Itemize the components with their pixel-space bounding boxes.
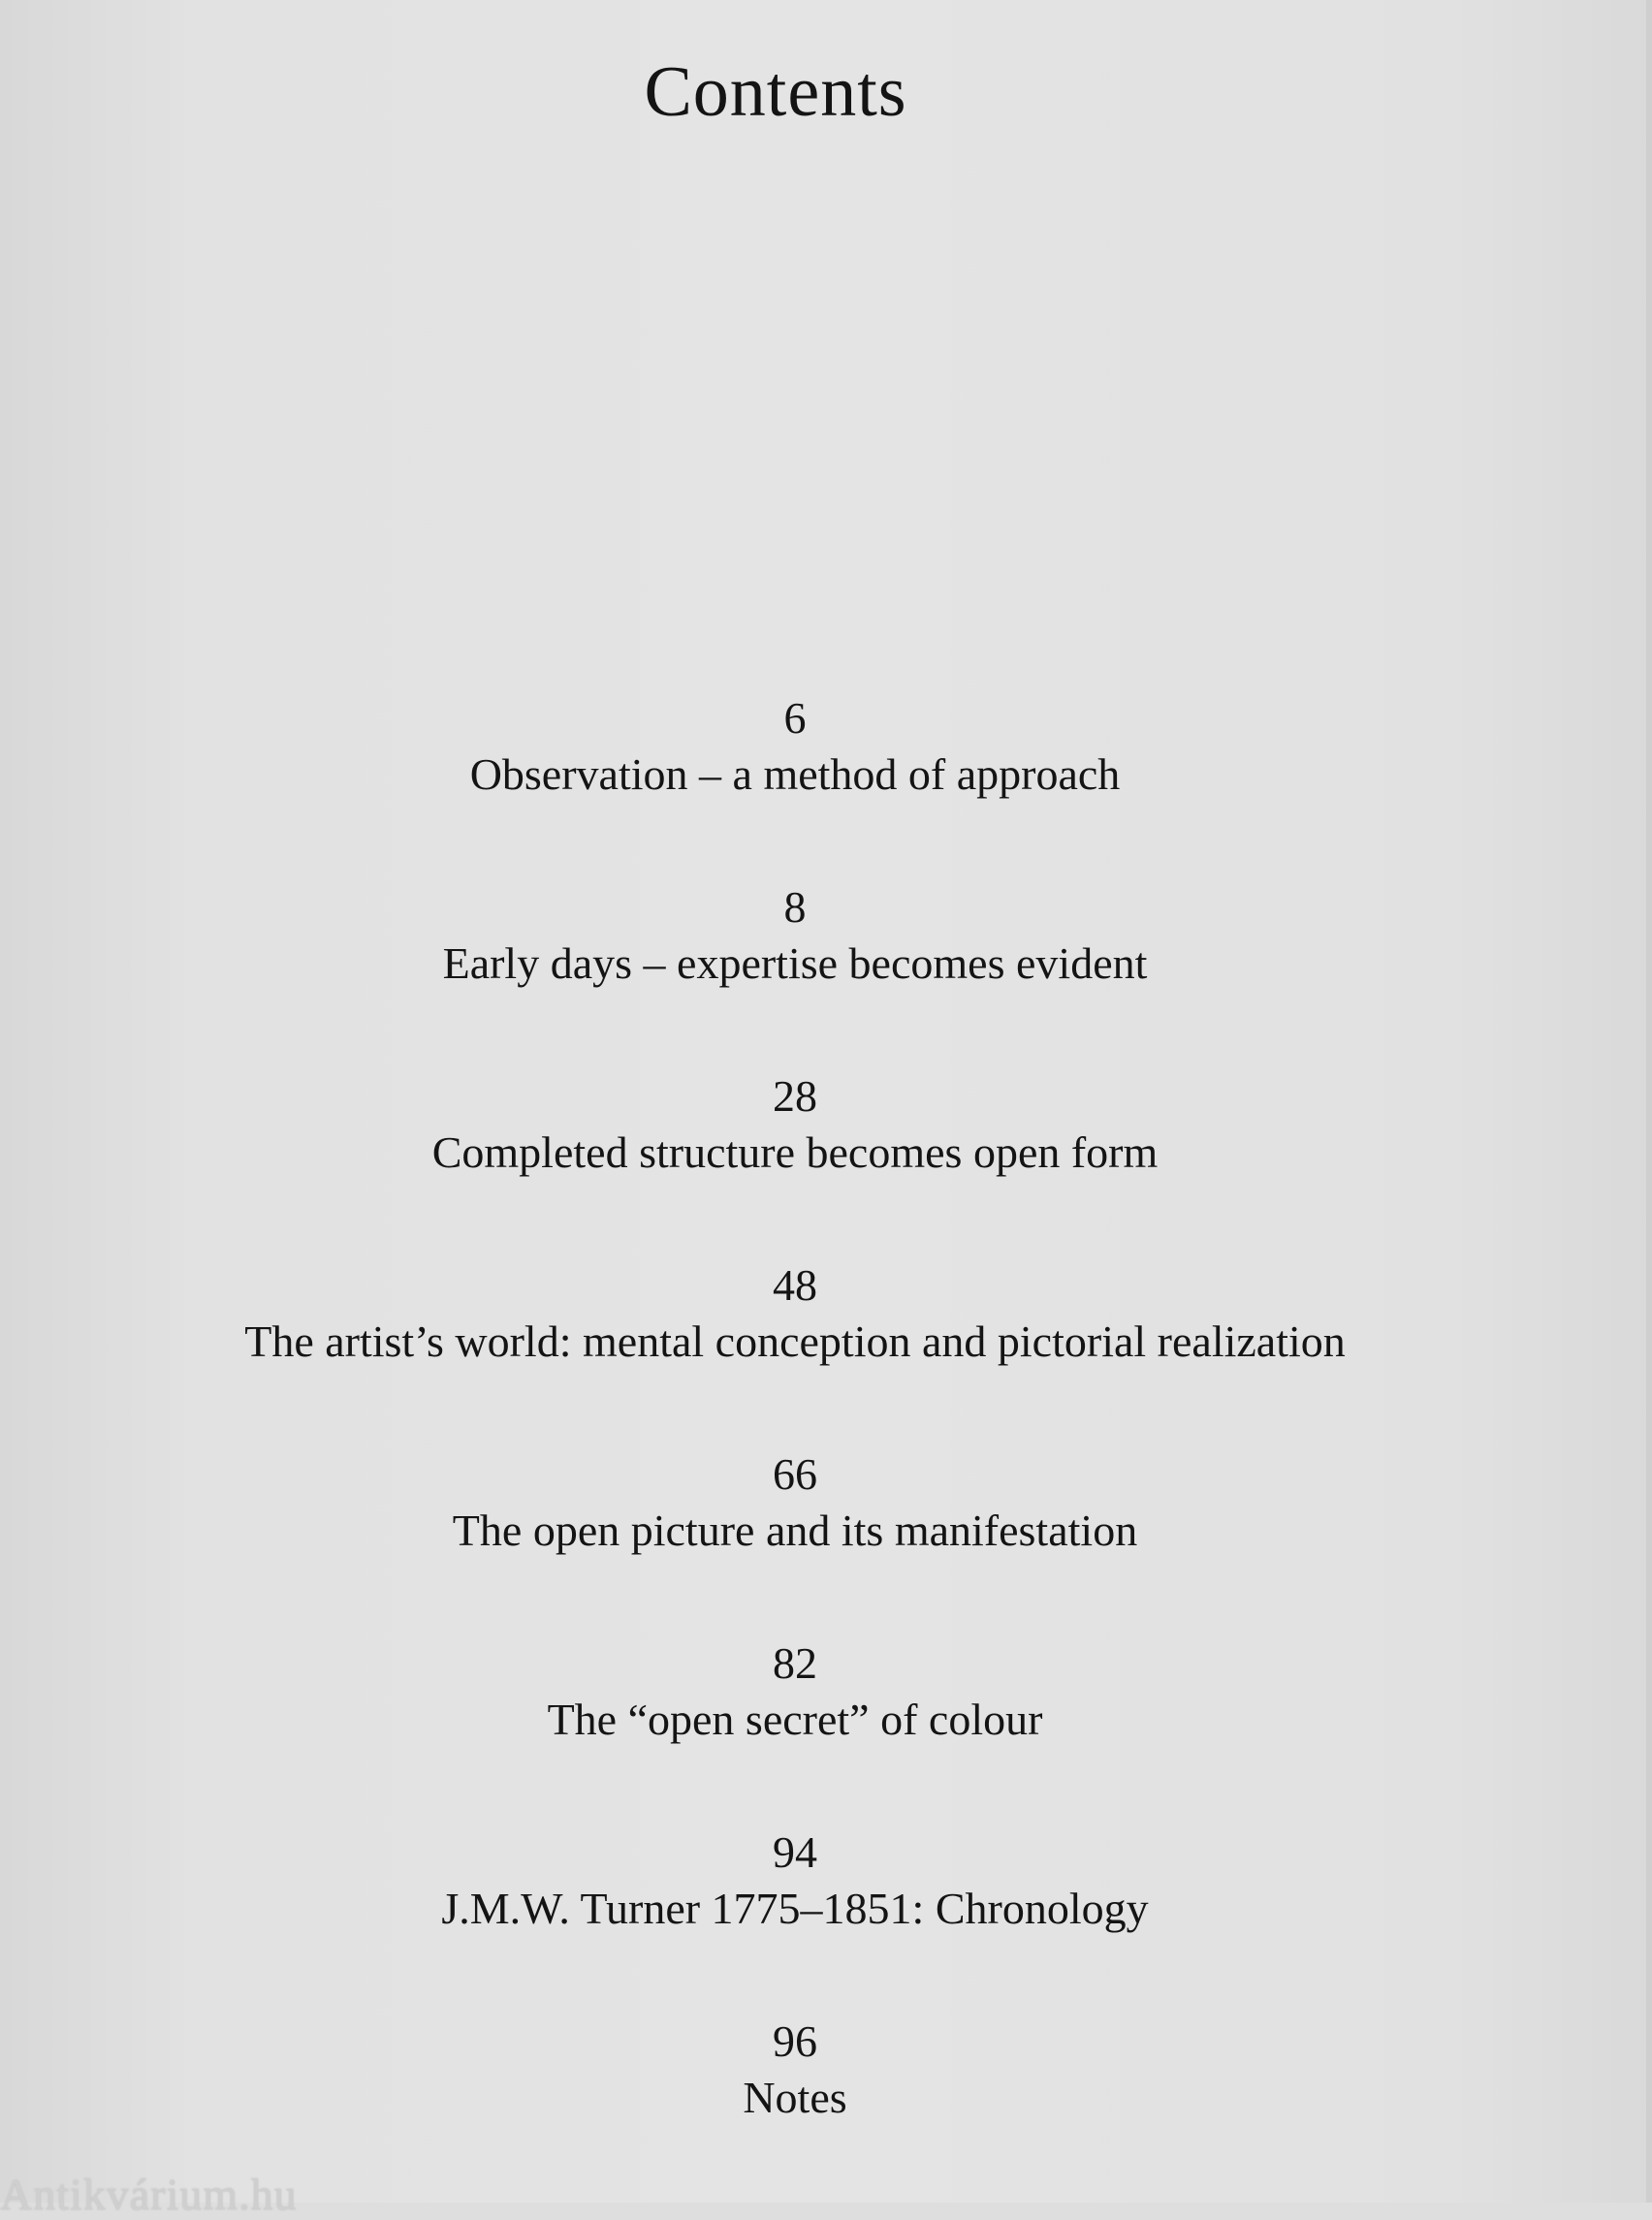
toc-page-number: 94 [773,1827,817,1877]
toc-chapter-title: J.M.W. Turner 1775–1851: Chronology [441,1884,1149,1933]
toc-entry [58,1068,1532,1257]
page-edge [1646,0,1652,2203]
table-of-contents [58,690,1532,2203]
toc-entry [58,1446,1532,1635]
toc-page-number: 82 [773,1638,817,1688]
toc-chapter-title: The artist’s world: mental conception and pictorial realization [244,1316,1346,1366]
watermark: Antikvárium.hu [0,2170,298,2219]
toc-entry [58,690,1532,879]
toc-chapter-title: Notes [743,2073,847,2122]
toc-entry [58,1257,1532,1446]
toc-chapter-title: Completed structure becomes open form [431,1127,1159,1177]
toc-chapter-title: Observation – a method of approach [469,749,1121,799]
toc-entry [58,1635,1532,1824]
toc-page-number: 8 [783,882,807,932]
toc-page-number: 96 [773,2016,817,2066]
toc-entry [58,1824,1532,2014]
toc-page-number: 6 [783,693,807,743]
toc-entry [58,879,1532,1068]
toc-chapter-title: The open picture and its manifestation [452,1506,1138,1555]
toc-page-number: 28 [773,1071,817,1121]
page-title: Contents [644,52,907,132]
toc-page-number: 48 [773,1260,817,1310]
toc-chapter-title: The “open secret” of colour [547,1695,1043,1744]
toc-page-number: 66 [773,1449,817,1499]
toc-chapter-title: Early days – expertise becomes evident [442,938,1148,988]
